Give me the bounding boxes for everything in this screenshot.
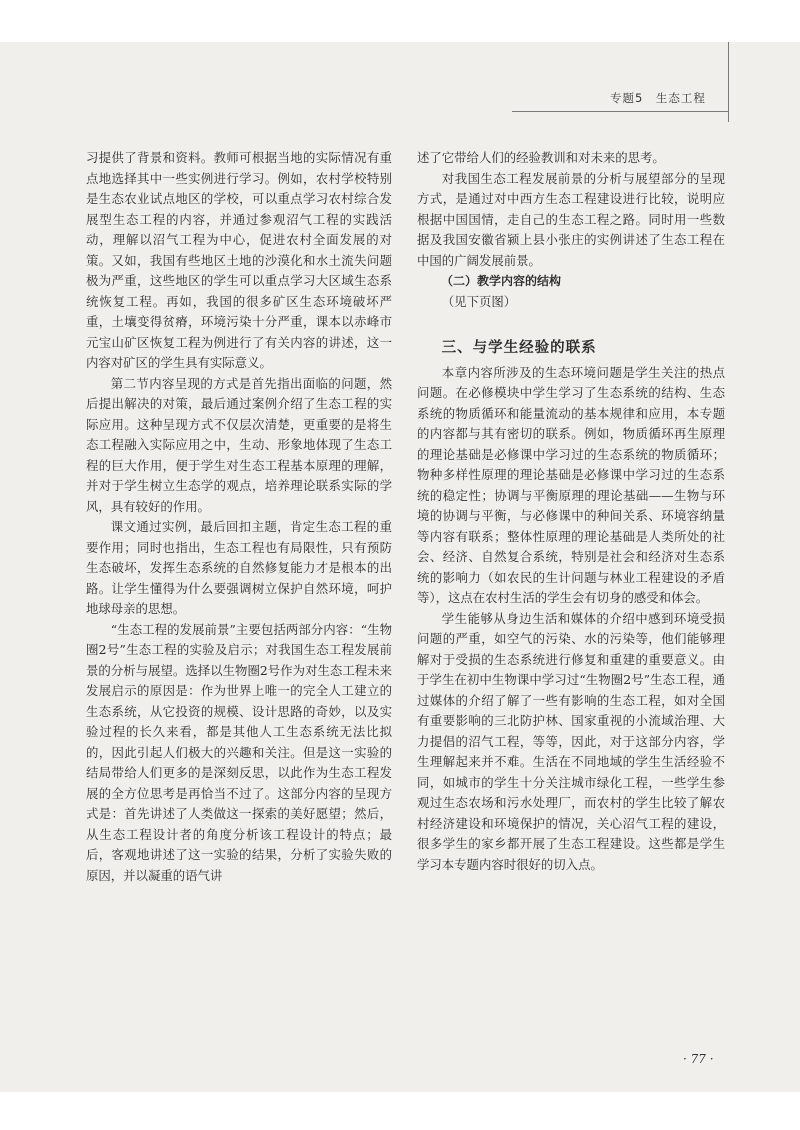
paragraph: 对我国生态工程发展前景的分析与展望部分的呈现方式，是通过对中西方生态工程建设进行比较，说明应根据中国国情，走自己的生态工程之路。同时用一些数据及我国安徽省颍上县小张庄的实例讲述了生态工程在中国的广阔发展前景。: [417, 170, 725, 268]
paragraph: 本章内容所涉及的生态环境问题是学生关注的热点问题。在必修模块中学生学习了生态系统的结构、生态系统的物质循环和能量流动的基本规律和应用，本专题的内容都与其有密切的联系。例如，物质循环再生原理的理论基础是必修课中学习过的生态系统的物质循环；物种多样性原理的理论基础是必修课中学习过的生态系统的稳定性；协调与平衡原理的理论基础——生物与环境的协调与平衡，与必修课中的种间关系、环境容纳量等内容有联系；整体性原理的理论基础是人类所处的社会、经济、自然复合系统，特别是社会和经济对生态系统的影响力（如农民的生计问题与林业工程建设的矛盾等），这点在农村生活的学生会有切身的感受和体会。: [417, 364, 725, 605]
header-vertical-rule: [728, 42, 729, 122]
figure-note: （见下页图）: [441, 293, 517, 309]
left-column: [86, 148, 392, 886]
section-heading: 三、与学生经验的联系: [441, 340, 597, 356]
paragraph: 述了它带给人们的经验教训和对未来的思考。: [417, 150, 665, 165]
paragraph: 学生能够从身边生活和媒体的介绍中感到环境受损问题的严重，如空气的污染、水的污染等，他们能够理解对于受损的生态系统进行修复和重建的重要意义。由于学生在初中生物课中学习过“生物圈2号”生态工程，通过媒体的介绍了解了一些有影响的生态工程，如对全国有重要影响的三北防护林、国家重视的小流域治理、大力提倡的沼气工程，等等，因此，对于这部分内容，学生理解起来并不难。生活在不同地域的学生生活经验不同，如城市的学生十分关注城市绿化工程，一些学生参观过生态农场和污水处理厂，而农村的学生比较了解农村经济建设和环境保护的情况，关心沼气工程的建设，很多学生的家乡都开展了生态工程建设。这些都是学生学习本专题内容时很好的切入点。: [417, 610, 725, 872]
paragraph: 课文通过实例，最后回扣主题，肯定生态工程的重要作用；同时也指出，生态工程也有局限性，只有预防生态破坏，发挥生态系统的自然修复能力才是根本的出路。让学生懂得为什么要强调树立保护自然环境，呵护地球母亲的思想。: [86, 519, 392, 616]
subheading: （二）教学内容的结构: [441, 274, 562, 288]
paragraph: 习提供了背景和资料。教师可根据当地的实际情况有重点地选择其中一些实例进行学习。例如，农村学校特别是生态农业试点地区的学校，可以重点学习农村综合发展型生态工程的内容，并通过参观沼气工程的实践活动，理解以沼气工程为中心，促进农村全面发展的对策。又如，我国有些地区土地的沙漠化和水土流失问题极为严重，这些地区的学生可以重点学习大区域生态系统恢复工程。再如，我国的很多矿区生态环境破坏严重，土壤变得贫瘠，环境污染十分严重，课本以赤峰市元宝山矿区恢复工程为例进行了有关内容的讲述，这一内容对矿区的学生具有实际意义。: [86, 150, 392, 370]
right-column: [417, 148, 725, 875]
paragraph: 第二节内容呈现的方式是首先指出面临的问题，然后提出解决的对策，最后通过案例介绍了生态工程的实际应用。这种呈现方式不仅层次清楚，更重要的是将生态工程融入实际应用之中，生动、形象地体现了生态工程的巨大作用，便于学生对生态工程基本原理的理解，并对于学生树立生态学的观点，培养理论联系实际的学风，具有较好的作用。: [86, 375, 392, 514]
running-header: 专题5 生态工程: [610, 91, 706, 105]
page-number: · 77 ·: [683, 1052, 714, 1066]
header-rule: [512, 111, 728, 112]
paragraph: “生态工程的发展前景”主要包括两部分内容：“生物圈2号”生态工程的实验及启示；对我国生态工程发展前景的分析与展望。选择以生物圈2号作为对生态工程未来发展启示的原因是：作为世界上唯一的完全人工建立的生态系统，从它投资的规模、设计思路的奇妙，以及实验过程的长久来看，都是其他人工生态系统无法比拟的，因此引起人们极大的兴趣和关注。但是这一实验的结局带给人们更多的是深刻反思，以此作为生态工程发展的全方位思考是再恰当不过了。这部分内容的呈现方式是：首先讲述了人类做这一探索的美好愿望；然后，从生态工程设计者的角度分析该工程设计的特点；最后，客观地讲述了这一实验的结果，分析了实验失败的原因，并以凝重的语气讲: [86, 621, 392, 883]
